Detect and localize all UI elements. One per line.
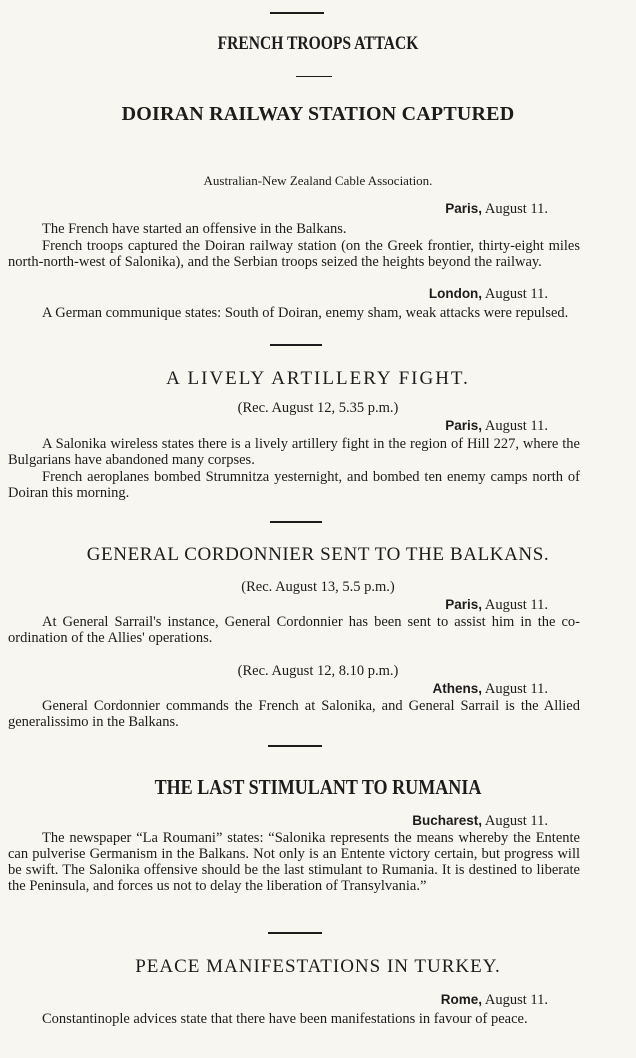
dateline-place: Rome, <box>440 992 483 1007</box>
headline-cordonnier-balkans: GENERAL CORDONNIER SENT TO THE BALKANS. <box>86 544 550 565</box>
dateline-place: Paris, <box>445 201 483 216</box>
dateline-date: August 11. <box>484 813 548 829</box>
subheadline-doiran-station: DOIRAN RAILWAY STATION CAPTURED <box>121 103 515 125</box>
paragraph: French troops captured the Doiran railway station (on the Greek frontier, thirty-eight miles north-north-west of Salonika), and the Serbian troops seized the heights beyond the railway. <box>8 238 580 270</box>
paragraph: Constantinople advices state that there have been manifestations in favour of peace. <box>42 1011 528 1027</box>
dateline-paris-2 <box>445 418 548 435</box>
section-divider <box>270 344 322 346</box>
dateline-date: August 11. <box>484 681 548 697</box>
dateline-date: August 11. <box>484 286 548 302</box>
headline-lively-artillery-fight: A LIVELY ARTILLERY FIGHT. <box>166 368 470 389</box>
dateline-bucharest <box>412 813 548 830</box>
section-divider <box>268 745 322 747</box>
headline-divider <box>296 76 332 77</box>
dateline-date: August 11. <box>484 418 548 434</box>
dateline-place: London, <box>428 286 483 301</box>
headline-peace-manifestations-turkey: PEACE MANIFESTATIONS IN TURKEY. <box>135 956 501 977</box>
dateline-date: August 11. <box>484 597 548 613</box>
paragraph: The French have started an offensive in the Balkans. <box>42 221 347 237</box>
dateline-paris-3 <box>445 597 548 614</box>
section-divider <box>270 521 322 523</box>
received-note: (Rec. August 13, 5.5 p.m.) <box>241 579 395 595</box>
paragraph: A German communique states: South of Doiran, enemy sham, weak attacks were repulsed. <box>42 305 569 321</box>
dateline-place: Paris, <box>445 418 483 433</box>
dateline-paris-1 <box>445 201 548 218</box>
section-divider <box>268 932 322 934</box>
dateline-place: Bucharest, <box>412 813 483 828</box>
dateline-rome <box>441 992 548 1009</box>
received-note: (Rec. August 12, 5.35 p.m.) <box>237 400 399 416</box>
dateline-date: August 11. <box>484 992 548 1008</box>
paragraph: General Cordonnier commands the French at Salonika, and General Sarrail is the Allied generalissimo in the Balkans. <box>8 698 580 730</box>
headline-last-stimulant-rumania: THE LAST STIMULANT TO RUMANIA <box>154 775 482 799</box>
dateline-london <box>429 286 548 303</box>
received-note: (Rec. August 12, 8.10 p.m.) <box>237 663 399 679</box>
dateline-date: August 11. <box>484 201 548 217</box>
dateline-athens <box>433 681 548 698</box>
paragraph: French aeroplanes bombed Strumnitza yesternight, and bombed ten enemy camps north of Doiran this morning. <box>8 469 580 501</box>
cable-agency-credit: Australian-New Zealand Cable Association. <box>203 173 433 188</box>
paragraph: A Salonika wireless states there is a lively artillery fight in the region of Hill 227, where the Bulgarians have abandoned many corpses. <box>8 436 580 468</box>
paragraph: At General Sarrail's instance, General Cordonnier has been sent to assist him in the co-ordination of the Allies' operations. <box>8 614 580 646</box>
paragraph: The newspaper “La Roumani” states: “Salonika represents the means whereby the Entente can pulverise Germanism in the Balkans. Not only is an Entente victory certain, but progress will be swift. The Salonika offensive should be the last stimulant to Rumania. It is destined to liberate the Peninsula, and forces us not to delay the liberation of Transylvania.” <box>8 830 580 894</box>
top-rule <box>270 12 324 14</box>
dateline-place: Athens, <box>432 681 483 696</box>
dateline-place: Paris, <box>445 597 483 612</box>
headline-french-troops-attack: FRENCH TROOPS ATTACK <box>217 33 419 54</box>
